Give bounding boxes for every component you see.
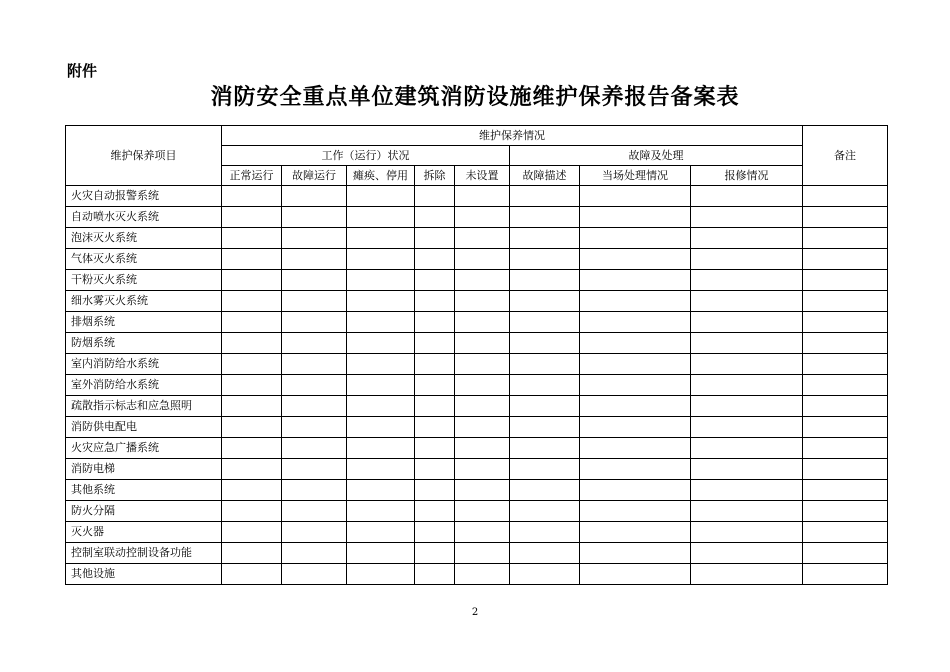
removed-cell[interactable] xyxy=(415,459,455,480)
onsite-handling-cell[interactable] xyxy=(580,396,691,417)
fault-description-cell[interactable] xyxy=(510,459,580,480)
not-set-header: 未设置 xyxy=(455,166,510,186)
not-set-cell[interactable] xyxy=(455,249,510,270)
remarks-cell[interactable] xyxy=(803,291,888,312)
table-row xyxy=(66,207,888,228)
onsite-handling-cell[interactable] xyxy=(580,207,691,228)
paralyzed-cell[interactable] xyxy=(347,249,415,270)
paralyzed-cell[interactable] xyxy=(347,186,415,207)
remarks-cell[interactable] xyxy=(803,354,888,375)
paralyzed-cell[interactable] xyxy=(347,333,415,354)
removed-cell[interactable] xyxy=(415,522,455,543)
repair-status-cell[interactable] xyxy=(691,354,803,375)
normal-operation-cell[interactable] xyxy=(222,438,282,459)
onsite-handling-cell[interactable] xyxy=(580,480,691,501)
normal-operation-cell[interactable] xyxy=(222,375,282,396)
remarks-cell[interactable] xyxy=(803,375,888,396)
remarks-cell[interactable] xyxy=(803,270,888,291)
onsite-handling-cell[interactable] xyxy=(580,186,691,207)
not-set-cell[interactable] xyxy=(455,396,510,417)
normal-operation-cell[interactable] xyxy=(222,396,282,417)
paralyzed-cell[interactable] xyxy=(347,417,415,438)
table-row xyxy=(66,312,888,333)
repair-status-cell[interactable] xyxy=(691,480,803,501)
fault-description-cell[interactable] xyxy=(510,522,580,543)
fault-operation-cell[interactable] xyxy=(282,396,347,417)
fault-handling-header: 故障及处理 xyxy=(510,146,803,166)
removed-cell[interactable] xyxy=(415,354,455,375)
maintenance-status-header: 维护保养情况 xyxy=(222,126,803,146)
fault-operation-cell[interactable] xyxy=(282,375,347,396)
remarks-cell[interactable] xyxy=(803,543,888,564)
removed-cell[interactable] xyxy=(415,312,455,333)
paralyzed-header: 瘫痪、停用 xyxy=(347,166,415,186)
fault-description-cell[interactable] xyxy=(510,249,580,270)
fault-operation-cell[interactable] xyxy=(282,459,347,480)
not-set-cell[interactable] xyxy=(455,438,510,459)
removed-cell[interactable] xyxy=(415,417,455,438)
onsite-handling-cell[interactable] xyxy=(580,270,691,291)
fault-description-cell[interactable] xyxy=(510,291,580,312)
fault-description-cell[interactable] xyxy=(510,375,580,396)
onsite-handling-cell[interactable] xyxy=(580,438,691,459)
fault-operation-cell[interactable] xyxy=(282,228,347,249)
remarks-cell[interactable] xyxy=(803,186,888,207)
fault-description-cell[interactable] xyxy=(510,228,580,249)
removed-cell[interactable] xyxy=(415,270,455,291)
normal-operation-cell[interactable] xyxy=(222,501,282,522)
fault-operation-cell[interactable] xyxy=(282,480,347,501)
paralyzed-cell[interactable] xyxy=(347,543,415,564)
remarks-cell[interactable] xyxy=(803,249,888,270)
paralyzed-cell[interactable] xyxy=(347,501,415,522)
row-item-label: 气体灭火系统 xyxy=(66,249,222,270)
normal-operation-cell[interactable] xyxy=(222,522,282,543)
fault-description-cell[interactable] xyxy=(510,480,580,501)
normal-operation-cell[interactable] xyxy=(222,312,282,333)
remarks-cell[interactable] xyxy=(803,207,888,228)
table-row xyxy=(66,396,888,417)
table-row xyxy=(66,228,888,249)
not-set-cell[interactable] xyxy=(455,501,510,522)
fault-description-cell[interactable] xyxy=(510,270,580,291)
repair-status-cell[interactable] xyxy=(691,564,803,585)
row-item-label: 控制室联动控制设备功能 xyxy=(66,543,222,564)
row-item-label: 火灾自动报警系统 xyxy=(66,186,222,207)
work-status-header: 工作（运行）状况 xyxy=(222,146,510,166)
repair-status-cell[interactable] xyxy=(691,543,803,564)
onsite-handling-cell[interactable] xyxy=(580,501,691,522)
not-set-cell[interactable] xyxy=(455,543,510,564)
normal-operation-cell[interactable] xyxy=(222,270,282,291)
attachment-label: 附件 xyxy=(67,62,98,80)
repair-status-cell[interactable] xyxy=(691,333,803,354)
table-row xyxy=(66,564,888,585)
removed-cell[interactable] xyxy=(415,207,455,228)
fault-operation-cell[interactable] xyxy=(282,270,347,291)
remarks-cell[interactable] xyxy=(803,459,888,480)
row-item-label: 自动喷水灭火系统 xyxy=(66,207,222,228)
paralyzed-cell[interactable] xyxy=(347,270,415,291)
remarks-cell[interactable] xyxy=(803,417,888,438)
removed-cell[interactable] xyxy=(415,333,455,354)
not-set-cell[interactable] xyxy=(455,207,510,228)
row-item-label: 室外消防给水系统 xyxy=(66,375,222,396)
normal-operation-cell[interactable] xyxy=(222,480,282,501)
paralyzed-cell[interactable] xyxy=(347,522,415,543)
not-set-cell[interactable] xyxy=(455,375,510,396)
table-row xyxy=(66,291,888,312)
row-item-label: 火灾应急广播系统 xyxy=(66,438,222,459)
fault-description-cell[interactable] xyxy=(510,501,580,522)
normal-operation-cell[interactable] xyxy=(222,354,282,375)
normal-operation-cell[interactable] xyxy=(222,543,282,564)
row-item-label: 室内消防给水系统 xyxy=(66,354,222,375)
onsite-handling-cell[interactable] xyxy=(580,354,691,375)
repair-status-cell[interactable] xyxy=(691,291,803,312)
not-set-cell[interactable] xyxy=(455,333,510,354)
repair-status-cell[interactable] xyxy=(691,375,803,396)
onsite-handling-cell[interactable] xyxy=(580,564,691,585)
remarks-cell[interactable] xyxy=(803,228,888,249)
not-set-cell[interactable] xyxy=(455,186,510,207)
repair-status-cell[interactable] xyxy=(691,522,803,543)
onsite-handling-cell[interactable] xyxy=(580,375,691,396)
row-item-label: 消防供电配电 xyxy=(66,417,222,438)
paralyzed-cell[interactable] xyxy=(347,291,415,312)
table-row xyxy=(66,438,888,459)
not-set-cell[interactable] xyxy=(455,480,510,501)
paralyzed-cell[interactable] xyxy=(347,312,415,333)
paralyzed-cell[interactable] xyxy=(347,228,415,249)
fault-operation-cell[interactable] xyxy=(282,291,347,312)
table-row xyxy=(66,501,888,522)
onsite-handling-cell[interactable] xyxy=(580,522,691,543)
remarks-cell[interactable] xyxy=(803,333,888,354)
onsite-handling-cell[interactable] xyxy=(580,459,691,480)
table-row xyxy=(66,417,888,438)
repair-status-cell[interactable] xyxy=(691,186,803,207)
row-item-label: 排烟系统 xyxy=(66,312,222,333)
onsite-handling-cell[interactable] xyxy=(580,291,691,312)
fault-operation-cell[interactable] xyxy=(282,417,347,438)
remarks-cell[interactable] xyxy=(803,480,888,501)
onsite-handling-cell[interactable] xyxy=(580,249,691,270)
fault-description-cell[interactable] xyxy=(510,564,580,585)
removed-cell[interactable] xyxy=(415,291,455,312)
fault-operation-cell[interactable] xyxy=(282,354,347,375)
paralyzed-cell[interactable] xyxy=(347,438,415,459)
paralyzed-cell[interactable] xyxy=(347,480,415,501)
table-row xyxy=(66,522,888,543)
onsite-handling-cell[interactable] xyxy=(580,312,691,333)
repair-status-cell[interactable] xyxy=(691,417,803,438)
fault-operation-cell[interactable] xyxy=(282,312,347,333)
not-set-cell[interactable] xyxy=(455,564,510,585)
normal-operation-cell[interactable] xyxy=(222,249,282,270)
fault-description-cell[interactable] xyxy=(510,186,580,207)
normal-operation-cell[interactable] xyxy=(222,207,282,228)
paralyzed-cell[interactable] xyxy=(347,375,415,396)
item-column-header: 维护保养项目 xyxy=(66,126,222,186)
row-item-label: 其他设施 xyxy=(66,564,222,585)
onsite-handling-cell[interactable] xyxy=(580,543,691,564)
normal-operation-cell[interactable] xyxy=(222,564,282,585)
table-row xyxy=(66,333,888,354)
paralyzed-cell[interactable] xyxy=(347,459,415,480)
fault-description-cell[interactable] xyxy=(510,438,580,459)
repair-status-cell[interactable] xyxy=(691,312,803,333)
row-item-label: 防火分隔 xyxy=(66,501,222,522)
remarks-header: 备注 xyxy=(803,126,888,186)
removed-cell[interactable] xyxy=(415,480,455,501)
fault-operation-cell[interactable] xyxy=(282,438,347,459)
normal-operation-header: 正常运行 xyxy=(222,166,282,186)
paralyzed-cell[interactable] xyxy=(347,564,415,585)
fault-description-cell[interactable] xyxy=(510,543,580,564)
normal-operation-cell[interactable] xyxy=(222,333,282,354)
removed-cell[interactable] xyxy=(415,228,455,249)
fault-operation-cell[interactable] xyxy=(282,333,347,354)
not-set-cell[interactable] xyxy=(455,459,510,480)
fault-operation-cell[interactable] xyxy=(282,501,347,522)
repair-status-cell[interactable] xyxy=(691,459,803,480)
not-set-cell[interactable] xyxy=(455,522,510,543)
fault-description-cell[interactable] xyxy=(510,417,580,438)
table-row xyxy=(66,459,888,480)
fault-operation-cell[interactable] xyxy=(282,249,347,270)
remarks-cell[interactable] xyxy=(803,522,888,543)
row-item-label: 灭火器 xyxy=(66,522,222,543)
paralyzed-cell[interactable] xyxy=(347,207,415,228)
row-item-label: 疏散指示标志和应急照明 xyxy=(66,396,222,417)
page-number: 2 xyxy=(471,607,479,618)
not-set-cell[interactable] xyxy=(455,228,510,249)
remarks-cell[interactable] xyxy=(803,501,888,522)
table-row xyxy=(66,375,888,396)
not-set-cell[interactable] xyxy=(455,270,510,291)
not-set-cell[interactable] xyxy=(455,291,510,312)
fault-description-cell[interactable] xyxy=(510,312,580,333)
remarks-cell[interactable] xyxy=(803,396,888,417)
fault-operation-cell[interactable] xyxy=(282,207,347,228)
fault-operation-cell[interactable] xyxy=(282,522,347,543)
remarks-cell[interactable] xyxy=(803,438,888,459)
fault-description-cell[interactable] xyxy=(510,333,580,354)
table-row xyxy=(66,354,888,375)
normal-operation-cell[interactable] xyxy=(222,228,282,249)
onsite-handling-cell[interactable] xyxy=(580,333,691,354)
removed-cell[interactable] xyxy=(415,375,455,396)
fault-description-cell[interactable] xyxy=(510,207,580,228)
fault-operation-cell[interactable] xyxy=(282,186,347,207)
table-row xyxy=(66,249,888,270)
fault-description-header: 故障描述 xyxy=(510,166,580,186)
remarks-cell[interactable] xyxy=(803,312,888,333)
repair-status-cell[interactable] xyxy=(691,396,803,417)
repair-status-header: 报修情况 xyxy=(691,166,803,186)
row-item-label: 干粉灭火系统 xyxy=(66,270,222,291)
removed-header: 拆除 xyxy=(415,166,455,186)
paralyzed-cell[interactable] xyxy=(347,354,415,375)
not-set-cell[interactable] xyxy=(455,417,510,438)
not-set-cell[interactable] xyxy=(455,312,510,333)
normal-operation-cell[interactable] xyxy=(222,459,282,480)
repair-status-cell[interactable] xyxy=(691,438,803,459)
removed-cell[interactable] xyxy=(415,249,455,270)
fault-operation-cell[interactable] xyxy=(282,543,347,564)
removed-cell[interactable] xyxy=(415,564,455,585)
repair-status-cell[interactable] xyxy=(691,249,803,270)
normal-operation-cell[interactable] xyxy=(222,291,282,312)
not-set-cell[interactable] xyxy=(455,354,510,375)
table-row xyxy=(66,480,888,501)
normal-operation-cell[interactable] xyxy=(222,417,282,438)
table-row xyxy=(66,270,888,291)
removed-cell[interactable] xyxy=(415,186,455,207)
table-row xyxy=(66,186,888,207)
onsite-handling-cell[interactable] xyxy=(580,228,691,249)
repair-status-cell[interactable] xyxy=(691,501,803,522)
row-item-label: 消防电梯 xyxy=(66,459,222,480)
removed-cell[interactable] xyxy=(415,501,455,522)
row-item-label: 防烟系统 xyxy=(66,333,222,354)
row-item-label: 其他系统 xyxy=(66,480,222,501)
onsite-handling-cell[interactable] xyxy=(580,417,691,438)
removed-cell[interactable] xyxy=(415,438,455,459)
paralyzed-cell[interactable] xyxy=(347,396,415,417)
fault-operation-header: 故障运行 xyxy=(282,166,347,186)
repair-status-cell[interactable] xyxy=(691,270,803,291)
row-item-label: 泡沫灭火系统 xyxy=(66,228,222,249)
removed-cell[interactable] xyxy=(415,543,455,564)
removed-cell[interactable] xyxy=(415,396,455,417)
table-row xyxy=(66,543,888,564)
form-title: 消防安全重点单位建筑消防设施维护保养报告备案表 xyxy=(210,85,740,110)
repair-status-cell[interactable] xyxy=(691,207,803,228)
fault-operation-cell[interactable] xyxy=(282,564,347,585)
row-item-label: 细水雾灭火系统 xyxy=(66,291,222,312)
maintenance-report-table xyxy=(65,125,888,585)
normal-operation-cell[interactable] xyxy=(222,186,282,207)
onsite-handling-header: 当场处理情况 xyxy=(580,166,691,186)
remarks-cell[interactable] xyxy=(803,564,888,585)
fault-description-cell[interactable] xyxy=(510,354,580,375)
fault-description-cell[interactable] xyxy=(510,396,580,417)
repair-status-cell[interactable] xyxy=(691,228,803,249)
